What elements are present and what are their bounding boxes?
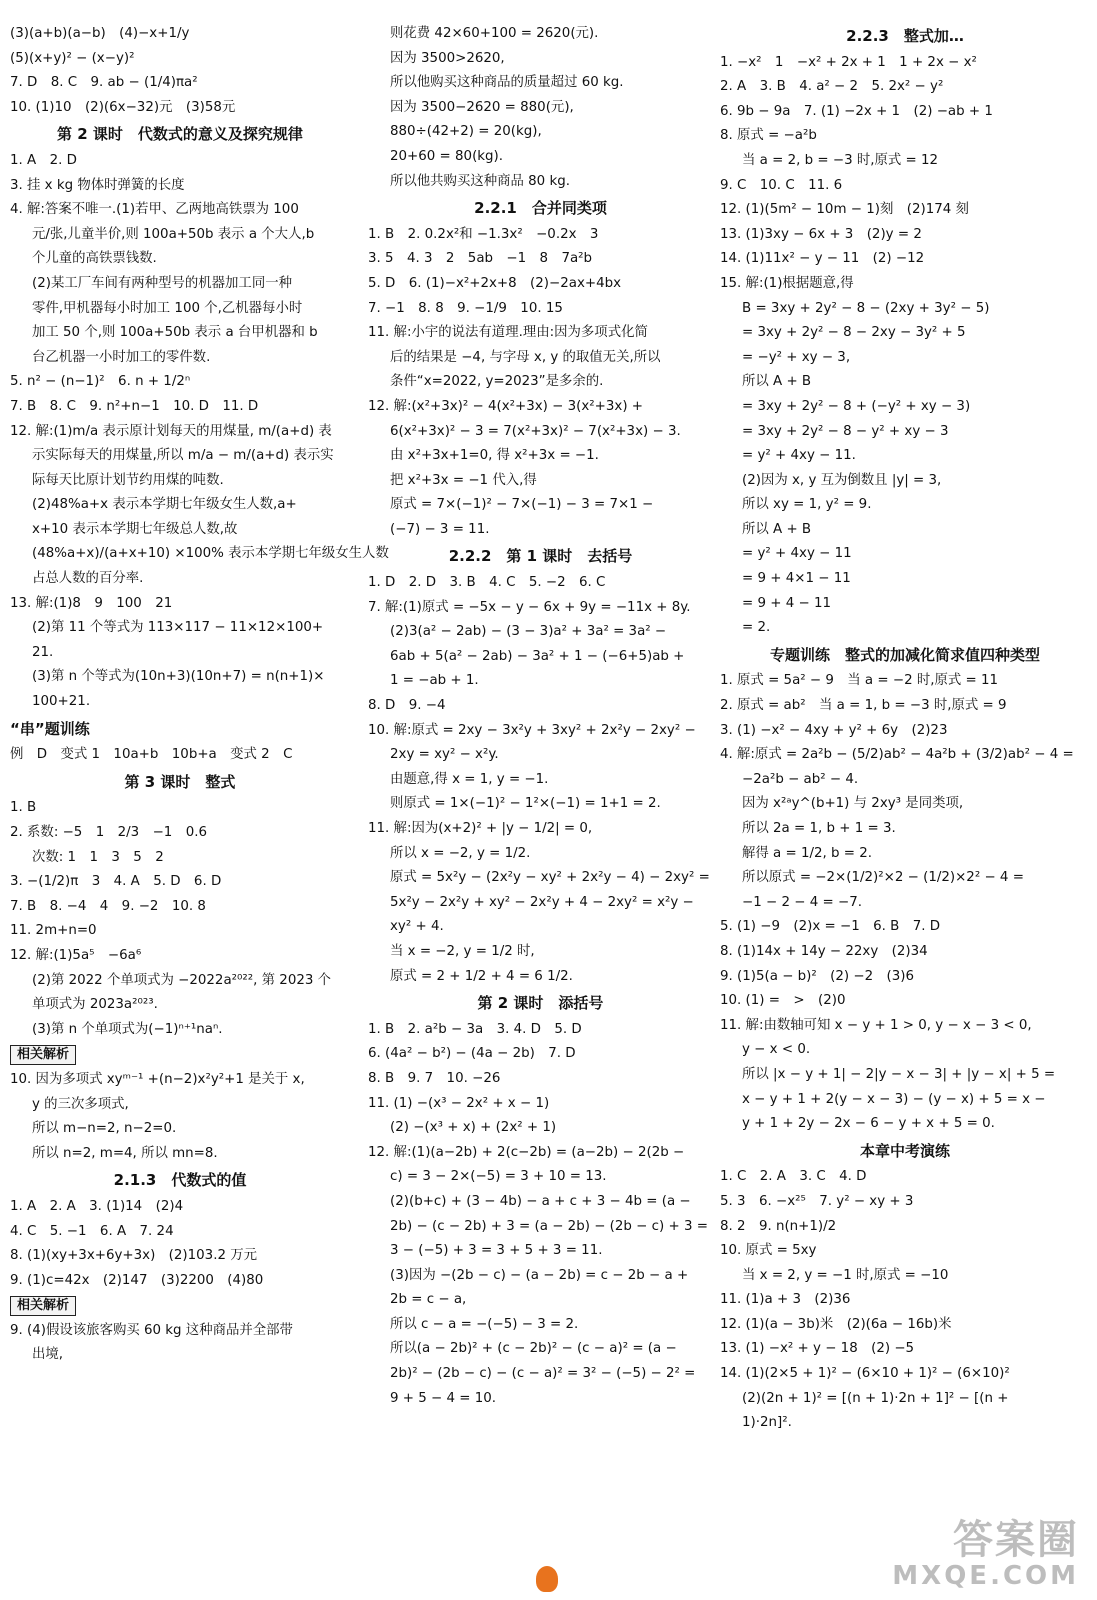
answer-line: 8. (1)(xy+3x+6y+3x) (2)103.2 万元 [10,1248,258,1264]
answer-line: x+10 表示本学期七年级总人数,故 [32,521,238,537]
answer-line: 12. 解:(1)m/a 表示原计划每天的用煤量, m/(a+d) 表 [10,423,332,439]
answer-line: −1 − 2 − 4 = −7. [742,894,862,910]
answer-line: 8. B 9. 7 10. −26 [368,1070,501,1086]
answer-line: 加工 50 个,则 100a+50b 表示 a 台甲机器和 b [32,325,318,341]
answer-line: 13. 解:(1)8 9 100 21 [10,595,173,611]
answer-line: 100+21. [32,694,91,710]
answer-line: 11. 2m+n=0 [10,923,97,939]
answer-line: 6(x²+3x)² − 3 = 7(x²+3x)² − 7(x²+3x) − 3. [390,423,681,439]
section-heading: 2.1.3 代数式的值 [113,1171,247,1190]
answer-line: 1 = −ab + 1. [390,673,479,689]
section-heading: 专题训练 整式的加减化简求值四种类型 [769,645,1040,664]
answer-line: (2)(b+c) + (3 − 4b) − a + c + 3 − 4b = (a − [390,1193,691,1209]
answer-line: y + 1 + 2y − 2x − 6 − y + x + 5 = 0. [742,1116,995,1132]
answer-line: 12. 解:(1)(a−2b) + 2(c−2b) = (a−2b) − 2(2b − [368,1144,685,1160]
answer-line: B = 3xy + 2y² − 8 − (2xy + 3y² − 5) [742,300,990,316]
answer-line: 10. (1) = > (2)0 [720,993,846,1009]
answer-line: 12. 解:(x²+3x)² − 4(x²+3x) − 3(x²+3x) + [368,398,644,414]
answer-line: 所以他共购买这种商品 80 kg. [390,173,570,189]
answer-line: 8. D 9. −4 [368,698,446,714]
answer-line: 1. A 2. D [10,152,77,168]
page-number-badge-icon [536,1566,558,1592]
answer-line: 12. 解:(1)5a⁵ −6a⁶ [10,947,142,963]
answer-line: 1. 原式 = 5a² − 9 当 a = −2 时,原式 = 11 [720,673,999,689]
answer-line: 所以 n=2, m=4, 所以 mn=8. [32,1145,218,1161]
answer-line: 示实际每天的用煤量,所以 m/a − m/(a+d) 表示实 [32,448,334,464]
answer-line: 7. B 8. −4 4 9. −2 10. 8 [10,898,206,914]
answer-line: 10. 因为多项式 xyᵐ⁻¹ +(n−2)x²y²+1 是关于 x, [10,1071,305,1087]
answer-line: 13. (1)3xy − 6x + 3 (2)y = 2 [720,226,922,242]
section-tag-row [10,1293,350,1319]
section-heading: 第 2 课时 添括号 [477,994,604,1013]
answer-line: 2. 系数: −5 1 2/3 −1 0.6 [10,825,207,840]
answer-line: 个儿童的高铁票钱数. [32,251,157,267]
answer-line: x − y + 1 + 2(y − x − 3) − (y − x) + 5 = x − [742,1091,1046,1107]
answer-line: 6. 9b − 9a 7. (1) −2x + 1 (2) −ab + 1 [720,103,993,119]
section-heading: 2.2.1 合并同类项 [474,199,607,218]
answer-line: 元/张,儿童半价,则 100a+50b 表示 a 个大人,b [32,226,315,242]
answer-line: 1. C 2. A 3. C 4. D [720,1169,867,1185]
answer-line: 后的结果是 −4, 与字母 x, y 的取值无关,所以 [390,349,661,365]
answer-line: 1. B [10,800,37,816]
answer-line: xy² + 4. [390,919,444,935]
answer-line: 5. D 6. (1)−x²+2x+8 (2)−2ax+4bx [368,275,622,291]
answer-line: −2a²b − ab² − 4. [742,771,859,787]
answer-line: 当 a = 2, b = −3 时,原式 = 12 [742,152,939,168]
answer-column-left [10,22,389,1368]
answer-line: (−7) − 3 = 11. [390,521,490,537]
answer-line: 当 x = −2, y = 1/2 时, [390,943,535,959]
answer-line: 2b = c − a, [390,1292,467,1308]
section-heading: 本章中考演练 [859,1141,950,1160]
answer-line: 1. D 2. D 3. B 4. C 5. −2 6. C [368,575,606,591]
answer-line: 11. 解:因为(x+2)² + |y − 1/2| = 0, [368,821,593,836]
answer-line: 3. −(1/2)π 3 4. A 5. D 6. D [10,874,222,890]
section-heading: “串”题训练 [10,719,90,738]
answer-line: 9. (1)5(a − b)² (2) −2 (3)6 [720,968,915,984]
watermark-url: MXQE.COM [892,1561,1079,1591]
answer-line: 11. 解:小宇的说法有道理.理由:因为多项式化简 [368,325,648,341]
answer-line: 880÷(42+2) = 20(kg), [390,124,542,140]
answer-line: 9. (4)假设该旅客购买 60 kg 这种商品并全部带 [10,1322,293,1338]
answer-line: = 3xy + 2y² − 8 − y² + xy − 3 [742,423,949,439]
answer-line: 所以 A + B [742,521,812,537]
answer-line: 1. −x² 1 −x² + 2x + 1 1 + 2x − x² [720,54,977,70]
answer-line: 1)·2n]². [742,1415,792,1431]
answer-line: 2b)² − (2b − c) − (c − a)² = 3² − (−5) − 2² = [390,1366,696,1382]
answer-line: 15. 解:(1)根据题意,得 [720,275,854,291]
answer-line: 7. B 8. C 9. n²+n−1 10. D 11. D [10,398,259,414]
watermark-title: 答案圈 [953,1517,1079,1563]
answer-line: 20+60 = 80(kg). [390,148,504,164]
answer-line: 7. 解:(1)原式 = −5x − y − 6x + 9y = −11x + 8y. [368,599,691,615]
answer-line: 5x²y − 2x²y + xy² − 2x²y + 4 − 2xy² = x²y − [390,894,694,910]
section-tag: 相关解析 [10,1045,76,1065]
answer-line: 2. 原式 = ab² 当 a = 1, b = −3 时,原式 = 9 [720,698,1007,714]
answer-line: 8. 原式 = −a²b [720,128,817,144]
answer-line: 10. 原式 = 5xy [720,1243,817,1259]
answer-line: 4. 解:答案不唯一.(1)若甲、乙两地高铁票为 100 [10,202,299,218]
answer-line: 因为 3500>2620, [390,50,505,66]
answer-line: 9 + 5 − 4 = 10. [390,1390,497,1406]
answer-line: 21. [32,644,54,660]
answer-line: 5. (1) −9 (2)x = −1 6. B 7. D [720,919,941,935]
answer-line: 所以 xy = 1, y² = 9. [742,497,872,513]
answer-line: 则花费 42×60+100 = 2620(元). [390,26,599,41]
answer-line: 3. 5 4. 3 2 5ab −1 8 7a²b [368,251,593,267]
answer-line: = −y² + xy − 3, [742,349,851,365]
answer-line: 所以 2a = 1, b + 1 = 3. [742,821,896,836]
answer-line: (2)某工厂车间有两种型号的机器加工同一种 [32,275,292,291]
answer-line: 6ab + 5(a² − 2ab) − 3a² + 1 − (−6+5)ab + [390,648,685,664]
section-heading: 2.2.2 第 1 课时 去括号 [448,547,633,566]
watermark-logo [892,1518,1079,1590]
answer-column-middle [368,22,713,1411]
answer-line: 3 − (−5) + 3 = 3 + 5 + 3 = 11. [390,1243,603,1259]
answer-line: 2xy = xy² − x²y. [390,747,499,763]
answer-line: 所以(a − 2b)² + (c − 2b)² − (c − a)² = (a − [390,1341,677,1357]
answer-line: 10. (1)10 (2)(6x−32)元 (3)58元 [10,99,236,115]
answer-line: 9. (1)c=42x (2)147 (3)2200 (4)80 [10,1272,264,1288]
answer-line: (2)因为 x, y 互为倒数且 |y| = 3, [742,472,942,488]
answer-line: 7. D 8. C 9. ab − (1/4)πa² [10,75,198,91]
answer-line: 5. 3 6. −x²⁵ 7. y² − xy + 3 [720,1193,914,1209]
answer-line: (3)(a+b)(a−b) (4)−x+1/y [10,26,190,41]
answer-line: 所以 m−n=2, n−2=0. [32,1121,177,1137]
answer-line: 1. A 2. A 3. (1)14 (2)4 [10,1198,184,1214]
section-tag-row [10,1042,350,1068]
answer-line: (2)3(a² − 2ab) − (3 − 3)a² + 3a² = 3a² − [390,624,667,640]
answer-line: 11. 解:由数轴可知 x − y + 1 > 0, y − x − 3 < 0, [720,1017,1032,1033]
answer-line: 原式 = 2 + 1/2 + 4 = 6 1/2. [390,968,573,984]
answer-line: 因为 x²ᵃy^(b+1) 与 2xy³ 是同类项, [742,796,964,812]
answer-line: 3. 挂 x kg 物体时弹簧的长度 [10,177,185,193]
answer-line: 占总人数的百分率. [32,571,144,587]
answer-line: 12. (1)(a − 3b)米 (2)(6a − 16b)米 [720,1316,952,1332]
answer-line: 4. 解:原式 = 2a²b − (5/2)ab² − 4a²b + (3/2)ab² − 4 = [720,747,1074,763]
answer-line: 1. B 2. a²b − 3a 3. 4. D 5. D [368,1021,582,1037]
answer-line: 3. (1) −x² − 4xy + y² + 6y (2)23 [720,722,948,738]
answer-line: 单项式为 2023a²⁰²³. [32,997,158,1013]
answer-line: 9. C 10. C 11. 6 [720,177,843,193]
answer-line: 2b) − (c − 2b) + 3 = (a − 2b) − (2b − c) + 3 = [390,1218,708,1234]
answer-line: 解得 a = 1/2, b = 2. [742,845,873,861]
answer-line: 把 x²+3x = −1 代入,得 [390,472,537,488]
answer-line: (3)第 n 个等式为(10n+3)(10n+7) = n(n+1)× [32,669,325,685]
answer-column-right [720,22,1090,1436]
answer-line: 1. B 2. 0.2x²和 −1.3x² −0.2x 3 [368,226,599,242]
answer-line: 11. (1)a + 3 (2)36 [720,1292,851,1308]
answer-line: y 的三次多项式, [32,1096,129,1112]
answer-line: c) = 3 − 2×(−5) = 3 + 10 = 13. [390,1169,607,1185]
answer-line: 2. A 3. B 4. a² − 2 5. 2x² − y² [720,79,944,95]
answer-line: 11. (1) −(x³ − 2x² + x − 1) [368,1095,550,1111]
section-tag: 相关解析 [10,1296,76,1316]
answer-line: 当 x = 2, y = −1 时,原式 = −10 [742,1267,949,1283]
answer-line: 例 D 变式 1 10a+b 10b+a 变式 2 C [10,747,293,763]
answer-line: (2)第 11 个等式为 113×117 − 11×12×100+ [32,620,324,636]
answer-line: = y² + 4xy − 11 [742,546,852,562]
answer-line: = 3xy + 2y² − 8 + (−y² + xy − 3) [742,398,971,414]
section-heading: 第 3 课时 整式 [124,772,236,791]
answer-line: = 3xy + 2y² − 8 − 2xy − 3y² + 5 [742,325,966,341]
answer-line: 6. (4a² − b²) − (4a − 2b) 7. D [368,1046,576,1062]
answer-line: 由题意,得 x = 1, y = −1. [390,771,549,787]
answer-line: 5. n² − (n−1)² 6. n + 1/2ⁿ [10,374,191,390]
answer-line: 13. (1) −x² + y − 18 (2) −5 [720,1341,915,1357]
answer-line: (3)因为 −(2b − c) − (a − 2b) = c − 2b − a + [390,1267,689,1283]
answer-line: 原式 = 5x²y − (2x²y − xy² + 2x²y − 4) − 2xy² = [390,870,710,886]
answer-line: 由 x²+3x+1=0, 得 x²+3x = −1. [390,448,599,464]
answer-line: 原式 = 7×(−1)² − 7×(−1) − 3 = 7×1 − [390,497,654,513]
answer-line: (2)(2n + 1)² = [(n + 1)·2n + 1]² − [(n + [742,1390,1009,1406]
answer-line: 所以 c − a = −(−5) − 3 = 2. [390,1316,579,1332]
section-heading: 2.2.3 整式加… [846,27,964,45]
answer-line: 出境, [32,1347,64,1363]
answer-line: 所以 A + B [742,374,812,390]
answer-line: 14. (1)(2×5 + 1)² − (6×10 + 1)² − (6×10)² [720,1366,1010,1382]
answer-line: 12. (1)(5m² − 10m − 1)刻 (2)174 刻 [720,202,969,218]
answer-line: 台乙机器一小时加工的零件数. [32,349,211,365]
answer-line: 所以原式 = −2×(1/2)²×2 − (1/2)×2² − 4 = [742,870,1024,886]
answer-line: 14. (1)11x² − y − 11 (2) −12 [720,251,925,267]
answer-line: 零件,甲机器每小时加工 100 个,乙机器每小时 [32,300,303,316]
answer-line: 则原式 = 1×(−1)² − 1²×(−1) = 1+1 = 2. [390,796,661,812]
answer-line: (2)48%a+x 表示本学期七年级女生人数,a+ [32,497,297,513]
section-heading: 第 2 课时 代数式的意义及探究规律 [57,125,303,144]
answer-line: = 9 + 4 − 11 [742,595,832,611]
answer-line: (5)(x+y)² − (x−y)² [10,50,135,66]
answer-line: = 9 + 4×1 − 11 [742,571,851,587]
answer-line: 4. C 5. −1 6. A 7. 24 [10,1223,174,1239]
answer-line: (48%a+x)/(a+x+10) ×100% 表示本学期七年级女生人数 [32,546,389,562]
answer-line: 际每天比原计划节约用煤的吨数. [32,472,224,488]
answer-line: 所以 |x − y + 1| − 2|y − x − 3| + |y − x| + 5 = [742,1066,1056,1082]
answer-line: (2) −(x³ + x) + (2x² + 1) [390,1120,557,1136]
answer-line: 所以 x = −2, y = 1/2. [390,845,531,861]
answer-line: = 2. [742,620,771,636]
answer-line: 8. 2 9. n(n+1)/2 [720,1218,837,1234]
answer-line: 10. 解:原式 = 2xy − 3x²y + 3xy² + 2x²y − 2xy² − [368,722,696,738]
answer-line: 因为 3500−2620 = 880(元), [390,99,574,115]
answer-line: 8. (1)14x + 14y − 22xy (2)34 [720,943,928,959]
answer-line: 7. −1 8. 8 9. −1/9 10. 15 [368,300,563,316]
answer-line: 条件“x=2022, y=2023”是多余的. [390,374,604,390]
answer-line: y − x < 0. [742,1042,811,1058]
answer-line: 次数: 1 1 3 5 2 [32,849,164,865]
answer-line: (2)第 2022 个单项式为 −2022a²⁰²², 第 2023 个 [32,972,332,988]
answer-line: = y² + 4xy − 11. [742,448,856,464]
answer-line: 所以他购买这种商品的质量超过 60 kg. [390,75,624,91]
answer-line: (3)第 n 个单项式为(−1)ⁿ⁺¹naⁿ. [32,1021,223,1037]
